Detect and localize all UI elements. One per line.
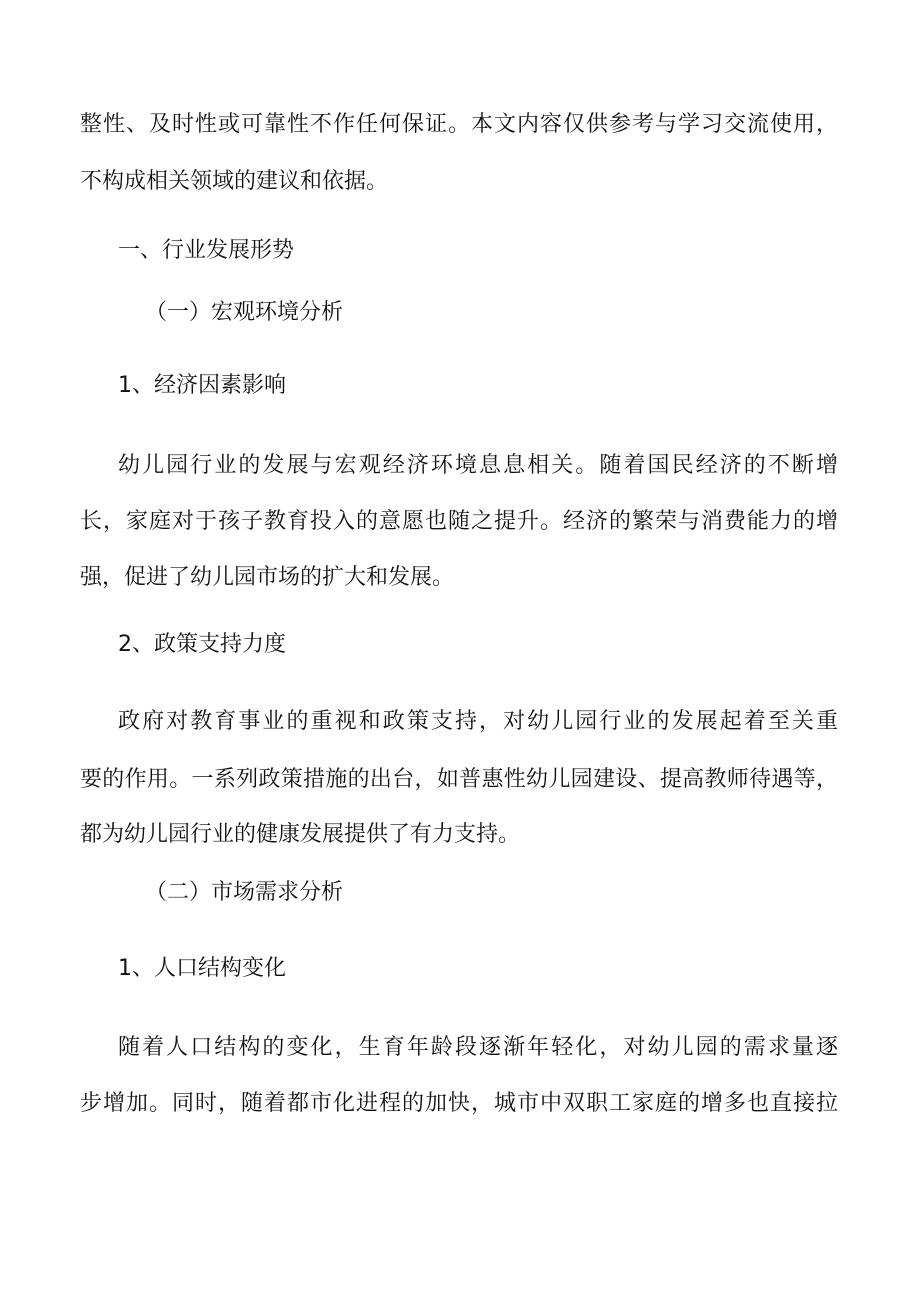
paragraph-economy-line-3: 强，促进了幼儿园市场的扩大和发展。: [80, 565, 455, 590]
paragraph-policy-line-3: 都为幼儿园行业的健康发展提供了有力支持。: [80, 822, 521, 847]
intro-line-1: 整性、及时性或可靠性不作任何保证。本文内容仅供参考与学习交流使用，: [80, 112, 838, 137]
paragraph-population-line-1: 随着人口结构的变化，生育年龄段逐渐年轻化，对幼儿园的需求量逐: [118, 1035, 838, 1060]
paragraph-population-line-2: 步增加。同时，随着都市化进程的加快，城市中双职工家庭的增多也直接拉: [80, 1091, 838, 1116]
subsection-heading-macro: （一）宏观环境分析: [145, 300, 344, 325]
intro-line-2: 不构成相关领域的建议和依据。: [80, 169, 389, 194]
subsection-heading-demand: （二）市场需求分析: [145, 880, 344, 905]
paragraph-economy-line-1: 幼儿园行业的发展与宏观经济环境息息相关。随着国民经济的不断增: [118, 453, 838, 478]
paragraph-policy-line-2: 要的作用。一系列政策措施的出台，如普惠性幼儿园建设、提高教师待遇等，: [80, 767, 838, 792]
item-heading-economy: 1、经济因素影响: [118, 373, 286, 398]
paragraph-economy-line-2: 长，家庭对于孩子教育投入的意愿也随之提升。经济的繁荣与消费能力的增: [80, 509, 838, 534]
item-heading-policy: 2、政策支持力度: [118, 632, 286, 657]
section-heading: 一、行业发展形势: [118, 238, 295, 263]
paragraph-policy-line-1: 政府对教育事业的重视和政策支持，对幼儿园行业的发展起着至关重: [118, 709, 838, 734]
item-heading-population: 1、人口结构变化: [118, 956, 286, 981]
